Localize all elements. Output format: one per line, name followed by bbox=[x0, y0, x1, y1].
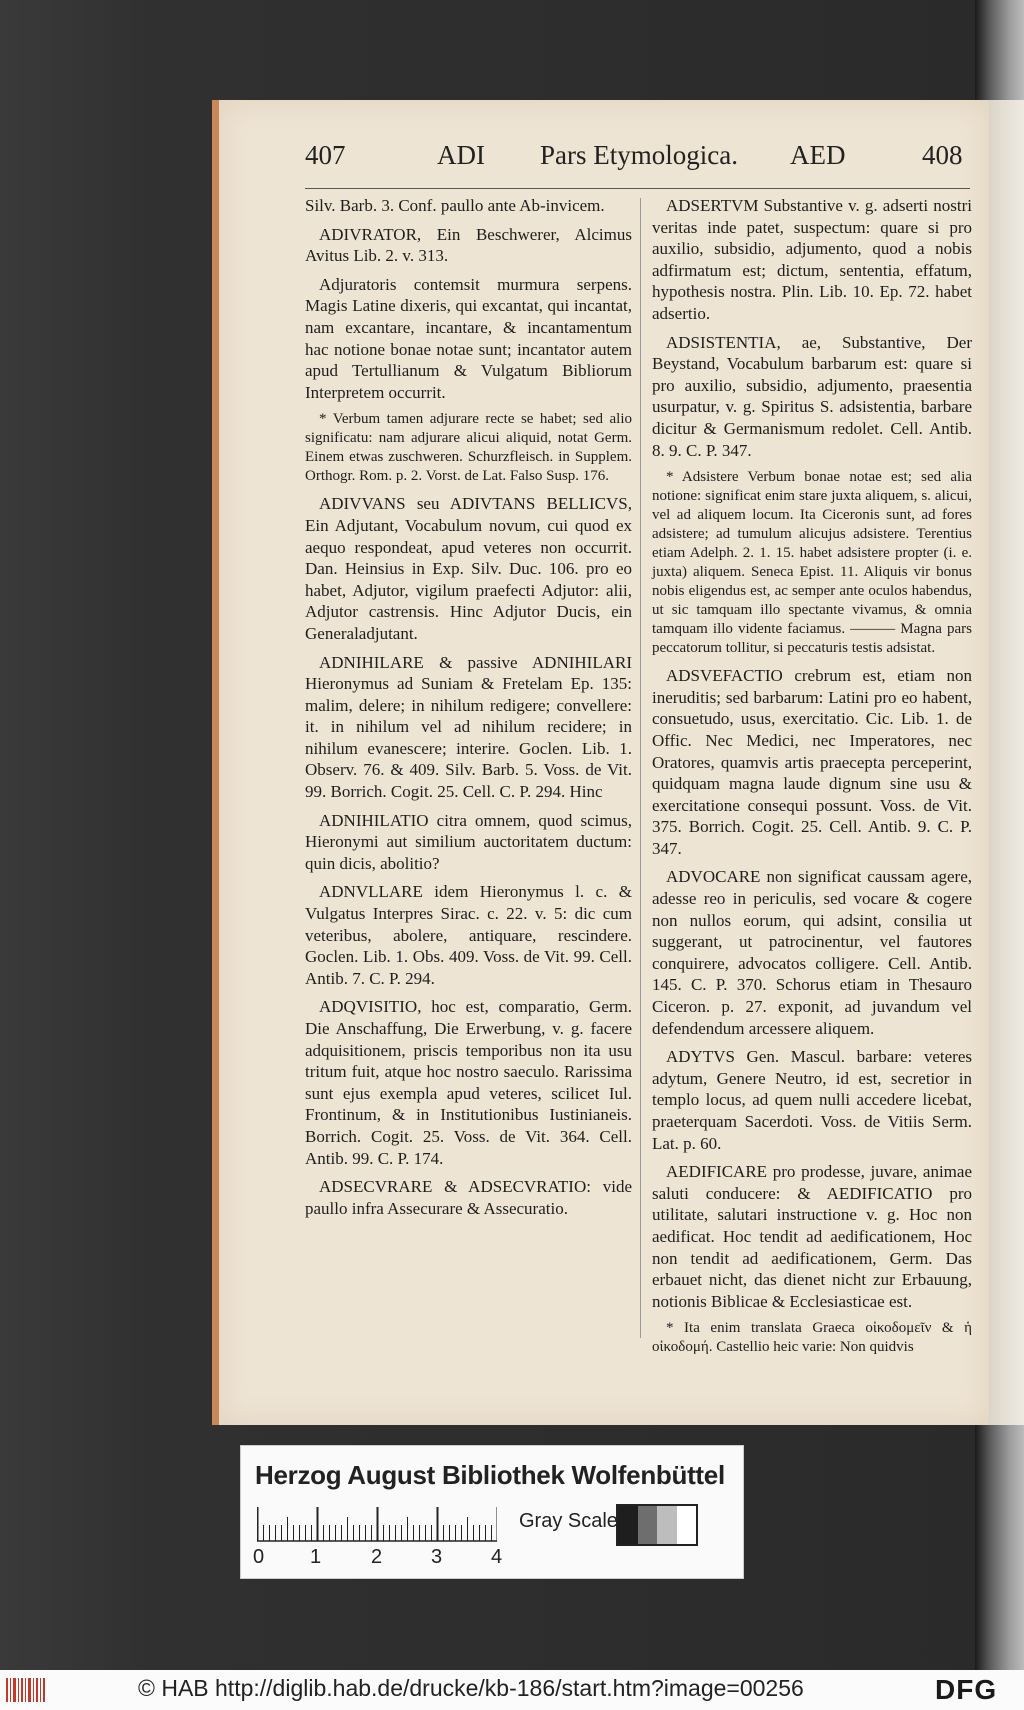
swatch-white bbox=[677, 1506, 697, 1544]
ruler-number: 3 bbox=[431, 1546, 443, 1568]
library-label bbox=[240, 1445, 744, 1579]
dfg-logo: DFG bbox=[935, 1674, 998, 1705]
text-paragraph: ADVOCARE non significat caussam agere, adesse reo in periculis, sed vocare & cogere non nullos eorum, qui adsint, consilia ut suggerant, ut patrocinentur, vel fautores conquirere, advocatos colligere. Cell. Antib. 145. C. P. 370. Schorus etiam in Thesauro Ciceron. p. 27. exponit, ad juvandum vel defendendum arcessere aliquem. bbox=[652, 867, 972, 1038]
text-paragraph: ADNIHILARE & passive ADNIHILARI Hieronymus ad Suniam & Fretelam Ep. 135: malim, delere; in nihilum redigere; convellere: it. in nihilum vel ad nihilum recidere; in nihilum evanescere; interire. Goclen. Lib. 1. Observ. 76. & 409. Silv. Barb. 5. Voss. de Vit. 99. Borrich. Cogit. 25. Cell. C. P. 294. Hinc bbox=[305, 652, 632, 802]
ruler-number: 2 bbox=[371, 1546, 383, 1568]
text-paragraph: ADSVEFACTIO crebrum est, etiam non ineruditis; sed barbarum: Latini pro eo habent, consuetudo, usus, exercitatio. Cic. Lib. 1. de Offic. Nec Medici, nec Imperatores, nec Oratores, quamvis artis praecepta perceperint, quidquam magna laude dignum sine usu & exercitatione consequi possunt. Voss. de Vit. 375. Borrich. Cogit. 25. Cell. Antib. 9. C. P. 347. bbox=[652, 666, 972, 858]
text-paragraph: ADNVLLARE idem Hieronymus l. c. & Vulgatus Interpres Sirac. c. 22. v. 5: dic cum veteribus, abolere, antiquare, rescindere. Goclen. Lib. 1. Obs. 409. Voss. de Vit. 99. Cell. Antib. 7. C. P. 294. bbox=[305, 882, 632, 988]
swatch-black bbox=[618, 1506, 638, 1544]
text-paragraph: ADNIHILATIO citra omnem, quod scimus, Hieronymi aut similium auctoritatem ductum: quin dicis, abolitio? bbox=[305, 810, 632, 873]
footer-bar bbox=[0, 1670, 1024, 1710]
text-paragraph: ADYTVS Gen. Mascul. barbare: veteres adytum, Genere Neutro, id est, secretior in templo locus, ad quem nulli accedere licebat, praeterquam Sacerdoti. Voss. de Vitiis Serm. Lat. p. 60. bbox=[652, 1047, 972, 1153]
footer-copyright-link[interactable]: © HAB http://diglib.hab.de/drucke/kb-186/start.htm?image=00256 bbox=[138, 1675, 804, 1701]
text-paragraph: * Adsistere Verbum bonae notae est; sed alia notione: significat enim stare juxta aliquem, s. alicui, vel ad aliquem locum. Ita Ciceronis sunt, ad fores adsistere; ad tumulum alicujus adsistere. Terentius etiam Adelph. 2. 1. 15. habet adsistere propter (i. e. juxta) aliquem. Seneca Epist. 11. Aliquis vir bonus nobis eligendus est, ac semper ante oculos habendus, ut sic tamquam illo spectante vivamus, & omnia tamquam illo vidente faciamus. ——— Magna pars peccatorum tollitur, si peccaturis testis adsistat. bbox=[652, 469, 972, 657]
library-title: Herzog August Bibliothek Wolfenbüttel bbox=[255, 1460, 725, 1490]
header-section: Pars Etymologica. bbox=[540, 140, 738, 170]
text-paragraph: ADSECVRARE & ADSECVRATIO: vide paullo infra Assecurare & Assecuratio. bbox=[305, 1177, 632, 1218]
gray-scale-label: Gray Scale bbox=[519, 1510, 618, 1532]
text-paragraph: ADSISTENTIA, ae, Substantive, Der Beystand, Vocabulum barbarum est: quare si pro auxilio, subsidio, adjumento, praesentia usurpatur, v. g. Spiritus S. adsistentia, barbare dicitur & Germanismum redolet. Cell. Antib. 8. 9. C. P. 347. bbox=[652, 332, 972, 460]
column-divider bbox=[640, 198, 641, 1338]
text-paragraph: ADQVISITIO, hoc est, comparatio, Germ. Die Anschaffung, Die Erwerbung, v. g. facere adquisitionem, priscis temporibus non ita usu tritum fuit, atque hoc nostro saeculo. Rarissima sunt ejus exempla apud veteres, scilicet Iul. Frontinum, & in Institutionibus Iustinianeis. Borrich. Cogit. 25. Voss. de Vit. 364. Cell. Antib. 99. C. P. 174. bbox=[305, 997, 632, 1168]
swatch-light bbox=[657, 1506, 677, 1544]
page-number-right: 408 bbox=[922, 140, 963, 170]
ruler-scale bbox=[257, 1506, 497, 1542]
text-paragraph: * Verbum tamen adjurare recte se habet; sed alio significatu: nam adjurare alicui aliquid, notat Germ. Einem etwas zuschweren. Schurzfleisch. in Supplem. Orthogr. Rom. p. 2. Vorst. de Lat. Falso Susp. 176. bbox=[305, 411, 632, 485]
text-paragraph: Silv. Barb. 3. Conf. paullo ante Ab-invicem. bbox=[305, 196, 605, 215]
text-paragraph: Adjuratoris contemsit murmura serpens. Magis Latine dixeris, qui excantat, qui incantat, nam excantare, incantare, & incantamentum hac notione bonae notae sunt; incantator autem apud Tertullianum & Vulgatum Bibliorum Interpretem occurrit. bbox=[305, 274, 632, 402]
text-paragraph: ADIVVANS seu ADIVTANS BELLICVS, Ein Adjutant, Vocabulum novum, cui quod ex aequo respondeat, apud veteres non occurrit. Dan. Heinsius in Exp. Silv. Duc. 106. pro eo habet, Adjutor, vigilum praefecti Adjutor: alii, Adjutor castrensis. Hinc Adjutor Ducis, ein Generaladjutant. bbox=[305, 494, 632, 643]
text-paragraph: * Ita enim translata Graeca οἰκοδομεῖν & ἡ οἰκοδομή. Castellio heic varie: Non quidvis bbox=[652, 1320, 972, 1356]
ruler-number: 0 bbox=[253, 1546, 265, 1568]
text-paragraph: ADIVRATOR, Ein Beschwerer, Alcimus Avitus Lib. 2. v. 313. bbox=[305, 224, 632, 266]
ruler-number: 4 bbox=[491, 1546, 503, 1568]
gray-scale-swatches bbox=[616, 1504, 698, 1546]
page-number-left: 407 bbox=[305, 140, 346, 170]
left-column bbox=[305, 195, 632, 1226]
header-rule bbox=[305, 188, 970, 189]
barcode-icon bbox=[6, 1678, 46, 1702]
ruler-numbers bbox=[253, 1546, 503, 1572]
header-keyword-left: ADI bbox=[437, 140, 485, 170]
text-paragraph: ADSERTVM Substantive v. g. adserti nostri veritas inde patet, suspectum: quare si pro auxilio, subsidio, adjumento, quod a nobis adfirmatum est; dictum, sententia, effatum, hypothesis nostra. Plin. Lib. 10. Ep. 72. habet adsertio. bbox=[652, 196, 972, 323]
header-keyword-right: AED bbox=[790, 140, 846, 170]
swatch-gray bbox=[638, 1506, 658, 1544]
right-column bbox=[652, 195, 972, 1364]
text-paragraph: AEDIFICARE pro prodesse, juvare, animae saluti conducere: & AEDIFICATIO pro utilitate, salutari instructione v. g. Hoc non aedificat. Hoc tendit ad aedificationem, Hoc non tendit ad aedificationem, Germ. Das erbauet nicht, das dienet nicht zur Erbauung, notionis Biblicae & Ecclesiasticae est. bbox=[652, 1162, 972, 1311]
ruler-number: 1 bbox=[310, 1546, 322, 1568]
